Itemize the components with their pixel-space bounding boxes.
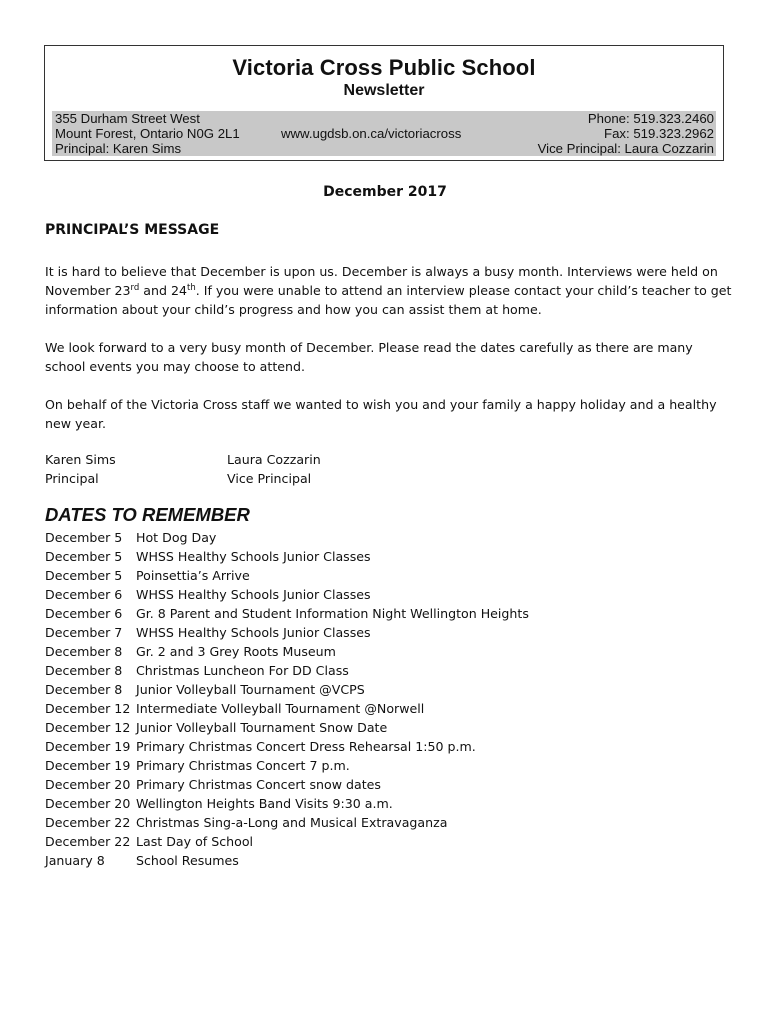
event-date: December 5 (45, 568, 123, 583)
message-paragraph-2: We look forward to a very busy month of December. Please read the dates carefully as there are many school events you may choose to attend. (45, 340, 693, 374)
event-description: Gr. 2 and 3 Grey Roots Museum (136, 644, 336, 659)
event-description: Christmas Luncheon For DD Class (136, 663, 349, 678)
event-description: Junior Volleyball Tournament @VCPS (136, 682, 365, 697)
event-description: Gr. 8 Parent and Student Information Night Wellington Heights (136, 606, 529, 621)
event-description: Intermediate Volleyball Tournament @Norwell (136, 701, 425, 716)
fax-number: Fax: 519.323.2962 (604, 126, 714, 141)
message-paragraph-1: It is hard to believe that December is upon us. December is always a busy month. Interviews were held on November 23rd and 24th. If you were unable to attend an interview please contact your child’s teacher to get information about your child’s progress and how you can assist them at home. (45, 264, 732, 317)
event-date: December 19 (45, 758, 131, 773)
event-date: December 8 (45, 644, 123, 659)
signature-name-vice-principal: Laura Cozzarin (227, 452, 321, 467)
address-block (55, 111, 240, 156)
event-date: December 5 (45, 549, 123, 564)
event-date: December 22 (45, 815, 131, 830)
signature-name-principal: Karen Sims (45, 452, 116, 467)
newsletter-subtitle: Newsletter (343, 82, 425, 99)
website-block (281, 126, 461, 141)
signature-title-principal: Principal (45, 471, 99, 486)
website-url: www.ugdsb.on.ca/victoriacross (281, 126, 462, 141)
dates-to-remember-heading: DATES TO REMEMBER (45, 504, 250, 525)
event-date: December 6 (45, 606, 123, 621)
event-date: December 20 (45, 777, 131, 792)
contact-info-bar (52, 111, 716, 156)
signature-title-vice-principal: Vice Principal (227, 471, 312, 486)
event-description: Christmas Sing-a-Long and Musical Extravaganza (136, 815, 448, 830)
event-description: Junior Volleyball Tournament Snow Date (136, 720, 388, 735)
phone-number: Phone: 519.323.2460 (587, 111, 714, 126)
event-description: Primary Christmas Concert snow dates (136, 777, 381, 792)
school-name: Victoria Cross Public School (232, 55, 536, 80)
principal-name: Principal: Karen Sims (55, 141, 182, 156)
event-description: WHSS Healthy Schools Junior Classes (136, 587, 371, 602)
vice-principal-name: Vice Principal: Laura Cozzarin (537, 141, 714, 156)
newsletter-header (44, 45, 724, 161)
event-description: Hot Dog Day (136, 530, 217, 545)
event-description: Wellington Heights Band Visits 9:30 a.m. (136, 796, 393, 811)
address-city: Mount Forest, Ontario N0G 2L1 (55, 126, 240, 141)
event-description: Primary Christmas Concert Dress Rehearsal 1:50 p.m. (136, 739, 476, 754)
event-description: WHSS Healthy Schools Junior Classes (136, 549, 371, 564)
event-description: School Resumes (136, 853, 239, 868)
issue-date: December 2017 (323, 184, 447, 200)
message-paragraph-3: On behalf of the Victoria Cross staff we wanted to wish you and your family a happy holiday and a healthy new year. (45, 397, 717, 431)
event-date: December 12 (45, 701, 131, 716)
event-date: December 8 (45, 682, 123, 697)
phone-block (538, 111, 714, 156)
event-date: December 7 (45, 625, 123, 640)
event-date: December 6 (45, 587, 123, 602)
event-date: December 20 (45, 796, 131, 811)
event-date: December 8 (45, 663, 123, 678)
event-date: December 5 (45, 530, 123, 545)
event-description: Primary Christmas Concert 7 p.m. (136, 758, 350, 773)
event-date: December 19 (45, 739, 131, 754)
event-date: December 12 (45, 720, 131, 735)
address-street: 355 Durham Street West (55, 111, 200, 126)
event-date: January 8 (45, 853, 105, 868)
principal-message-heading: PRINCIPAL’S MESSAGE (45, 222, 220, 238)
event-description: Last Day of School (136, 834, 254, 849)
event-date: December 22 (45, 834, 131, 849)
event-description: WHSS Healthy Schools Junior Classes (136, 625, 371, 640)
event-description: Poinsettia’s Arrive (136, 568, 250, 583)
